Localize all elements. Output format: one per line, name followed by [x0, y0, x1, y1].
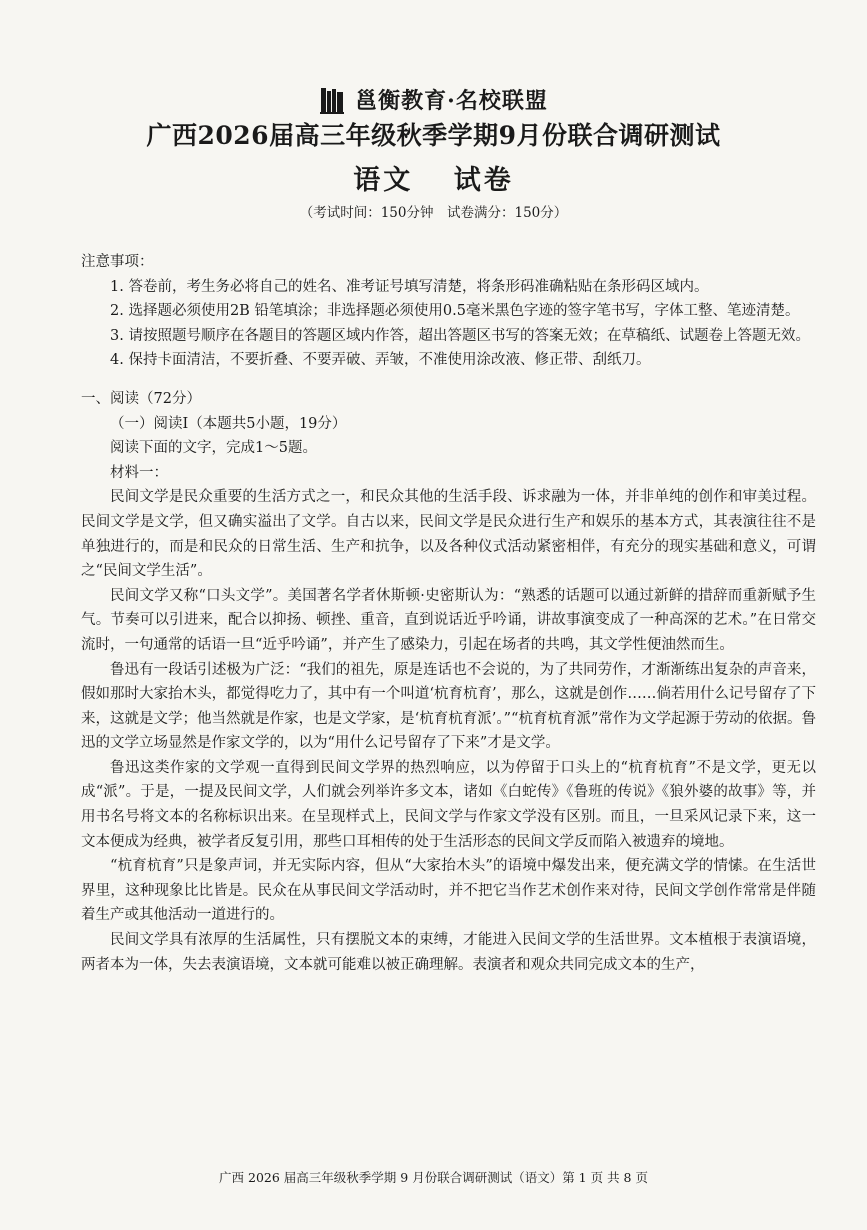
passage-paragraph: 民间文学是民众重要的生活方式之一，和民众其他的生活手段、诉求融为一体，并非单纯的创作和审美过程。民间文学是文学，但又确实溢出了文学。自古以来，民间文学是民众进行生产和娱乐的基本方式，其表演往往不是单独进行的，而是和民众的日常生活、生产和抗争，以及各种仪式活动紧密相伴，有充分的现实基础和意义，可谓之“民间文学生活”。: [81, 489, 816, 580]
note-item: 2. 选择题必须使用2B 铅笔填涂；非选择题必须使用0.5毫米黑色字迹的签字笔书写，字体工整、笔迹清楚。: [110, 303, 800, 320]
material-label: 材料一：: [110, 464, 168, 481]
subject-title: [0, 158, 867, 197]
sub-heading: （一）阅读Ⅰ（本题共5小题，19分）: [110, 415, 347, 432]
paper-label: 试卷: [453, 165, 514, 196]
passage-paragraph: 民间文学具有浓厚的生活属性，只有摆脱文本的束缚，才能进入民间文学的生活世界。文本植根于表演语境，两者本为一体，失去表演语境，文本就可能难以被正确理解。表演者和观众共同完成文本的生产，: [81, 932, 816, 973]
note-item: 3. 请按照题号顺序在各题目的答题区域内作答，超出答题区书写的答案无效；在草稿纸、试题卷上答题无效。: [110, 327, 810, 344]
passage-paragraph: 民间文学又称“口头文学”。美国著名学者休斯顿·史密斯认为：“熟悉的话题可以通过新鲜的措辞而重新赋予生气。节奏可以引进来，配合以抑扬、顿挫、重音，直到说话近乎吟诵，讲故事演变成了一种高深的艺术。”在日常交流时，一句通常的话语一旦“近乎吟诵”，并产生了感染力，引起在场者的共鸣，其文学性便油然而生。: [81, 587, 816, 653]
passage-paragraph: 鲁迅这类作家的文学观一直得到民间文学界的热烈响应，以为停留于口头上的“杭育杭育”不是文学，更无以成“派”。于是，一提及民间文学，人们就会列举许多文本，诸如《白蛇传》《鲁班的传说》《狼外婆的故事》等，并用书名号将文本的名称标识出来。在呈现样式上，民间文学与作家文学没有区别。而且，一旦采风记录下来，这一文本便成为经典，被学者反复引用，那些口耳相传的处于生活形态的民间文学反而陷入被遗弃的境地。: [81, 759, 816, 850]
notes-title: 注意事项：: [81, 254, 154, 270]
organization-name: 邕衡教育·名校联盟: [355, 88, 548, 114]
note-item: 1. 答卷前，考生务必将自己的姓名、准考证号填写清楚，将条形码准确粘贴在条形码区域内。: [110, 278, 709, 295]
passage-paragraph: 鲁迅有一段话引述极为广泛：“我们的祖先，原是连话也不会说的，为了共同劳作，才渐渐练出复杂的声音来，假如那时大家抬木头，都觉得吃力了，其中有一个叫道‘杭育杭育’，那么，这就是创作……倘若用什么记号留存了下来，这就是文学；他当然就是作家，也是文学家，是‘杭育杭育派’。”“杭育杭育派”常作为文学起源于劳动的依据。鲁迅的文学立场显然是作家文学的，以为“用什么记号留存了下来”才是文学。: [81, 661, 816, 752]
section-heading: 一、阅读（72分）: [81, 390, 201, 407]
exam-title: 广西2026届高三年级秋季学期9月份联合调研测试: [146, 121, 721, 150]
header-logo: [0, 84, 867, 115]
page-footer: 广西 2026 届高三年级秋季学期 9 月份联合调研测试（语文）第 1 页 共 8 页: [219, 1170, 648, 1185]
book-logo-icon: [319, 85, 345, 115]
instruction: 阅读下面的文字，完成1～5题。: [110, 440, 317, 457]
note-item: 4. 保持卡面清洁，不要折叠、不要弄破、弄皱，不准使用涂改液、修正带、刮纸刀。: [110, 352, 651, 369]
subject-name: 语文: [353, 165, 414, 196]
passage-paragraph: “杭育杭育”只是象声词，并无实际内容，但从“大家抬木头”的语境中爆发出来，便充满文学的情愫。在生活世界里，这种现象比比皆是。民众在从事民间文学活动时，并不把它当作艺术创作来对待，民间文学创作常常是伴随着生产或其他活动一道进行的。: [81, 858, 816, 924]
exam-content: [81, 250, 816, 977]
exam-meta: （考试时间：150分钟 试卷满分：150分）: [299, 205, 568, 221]
